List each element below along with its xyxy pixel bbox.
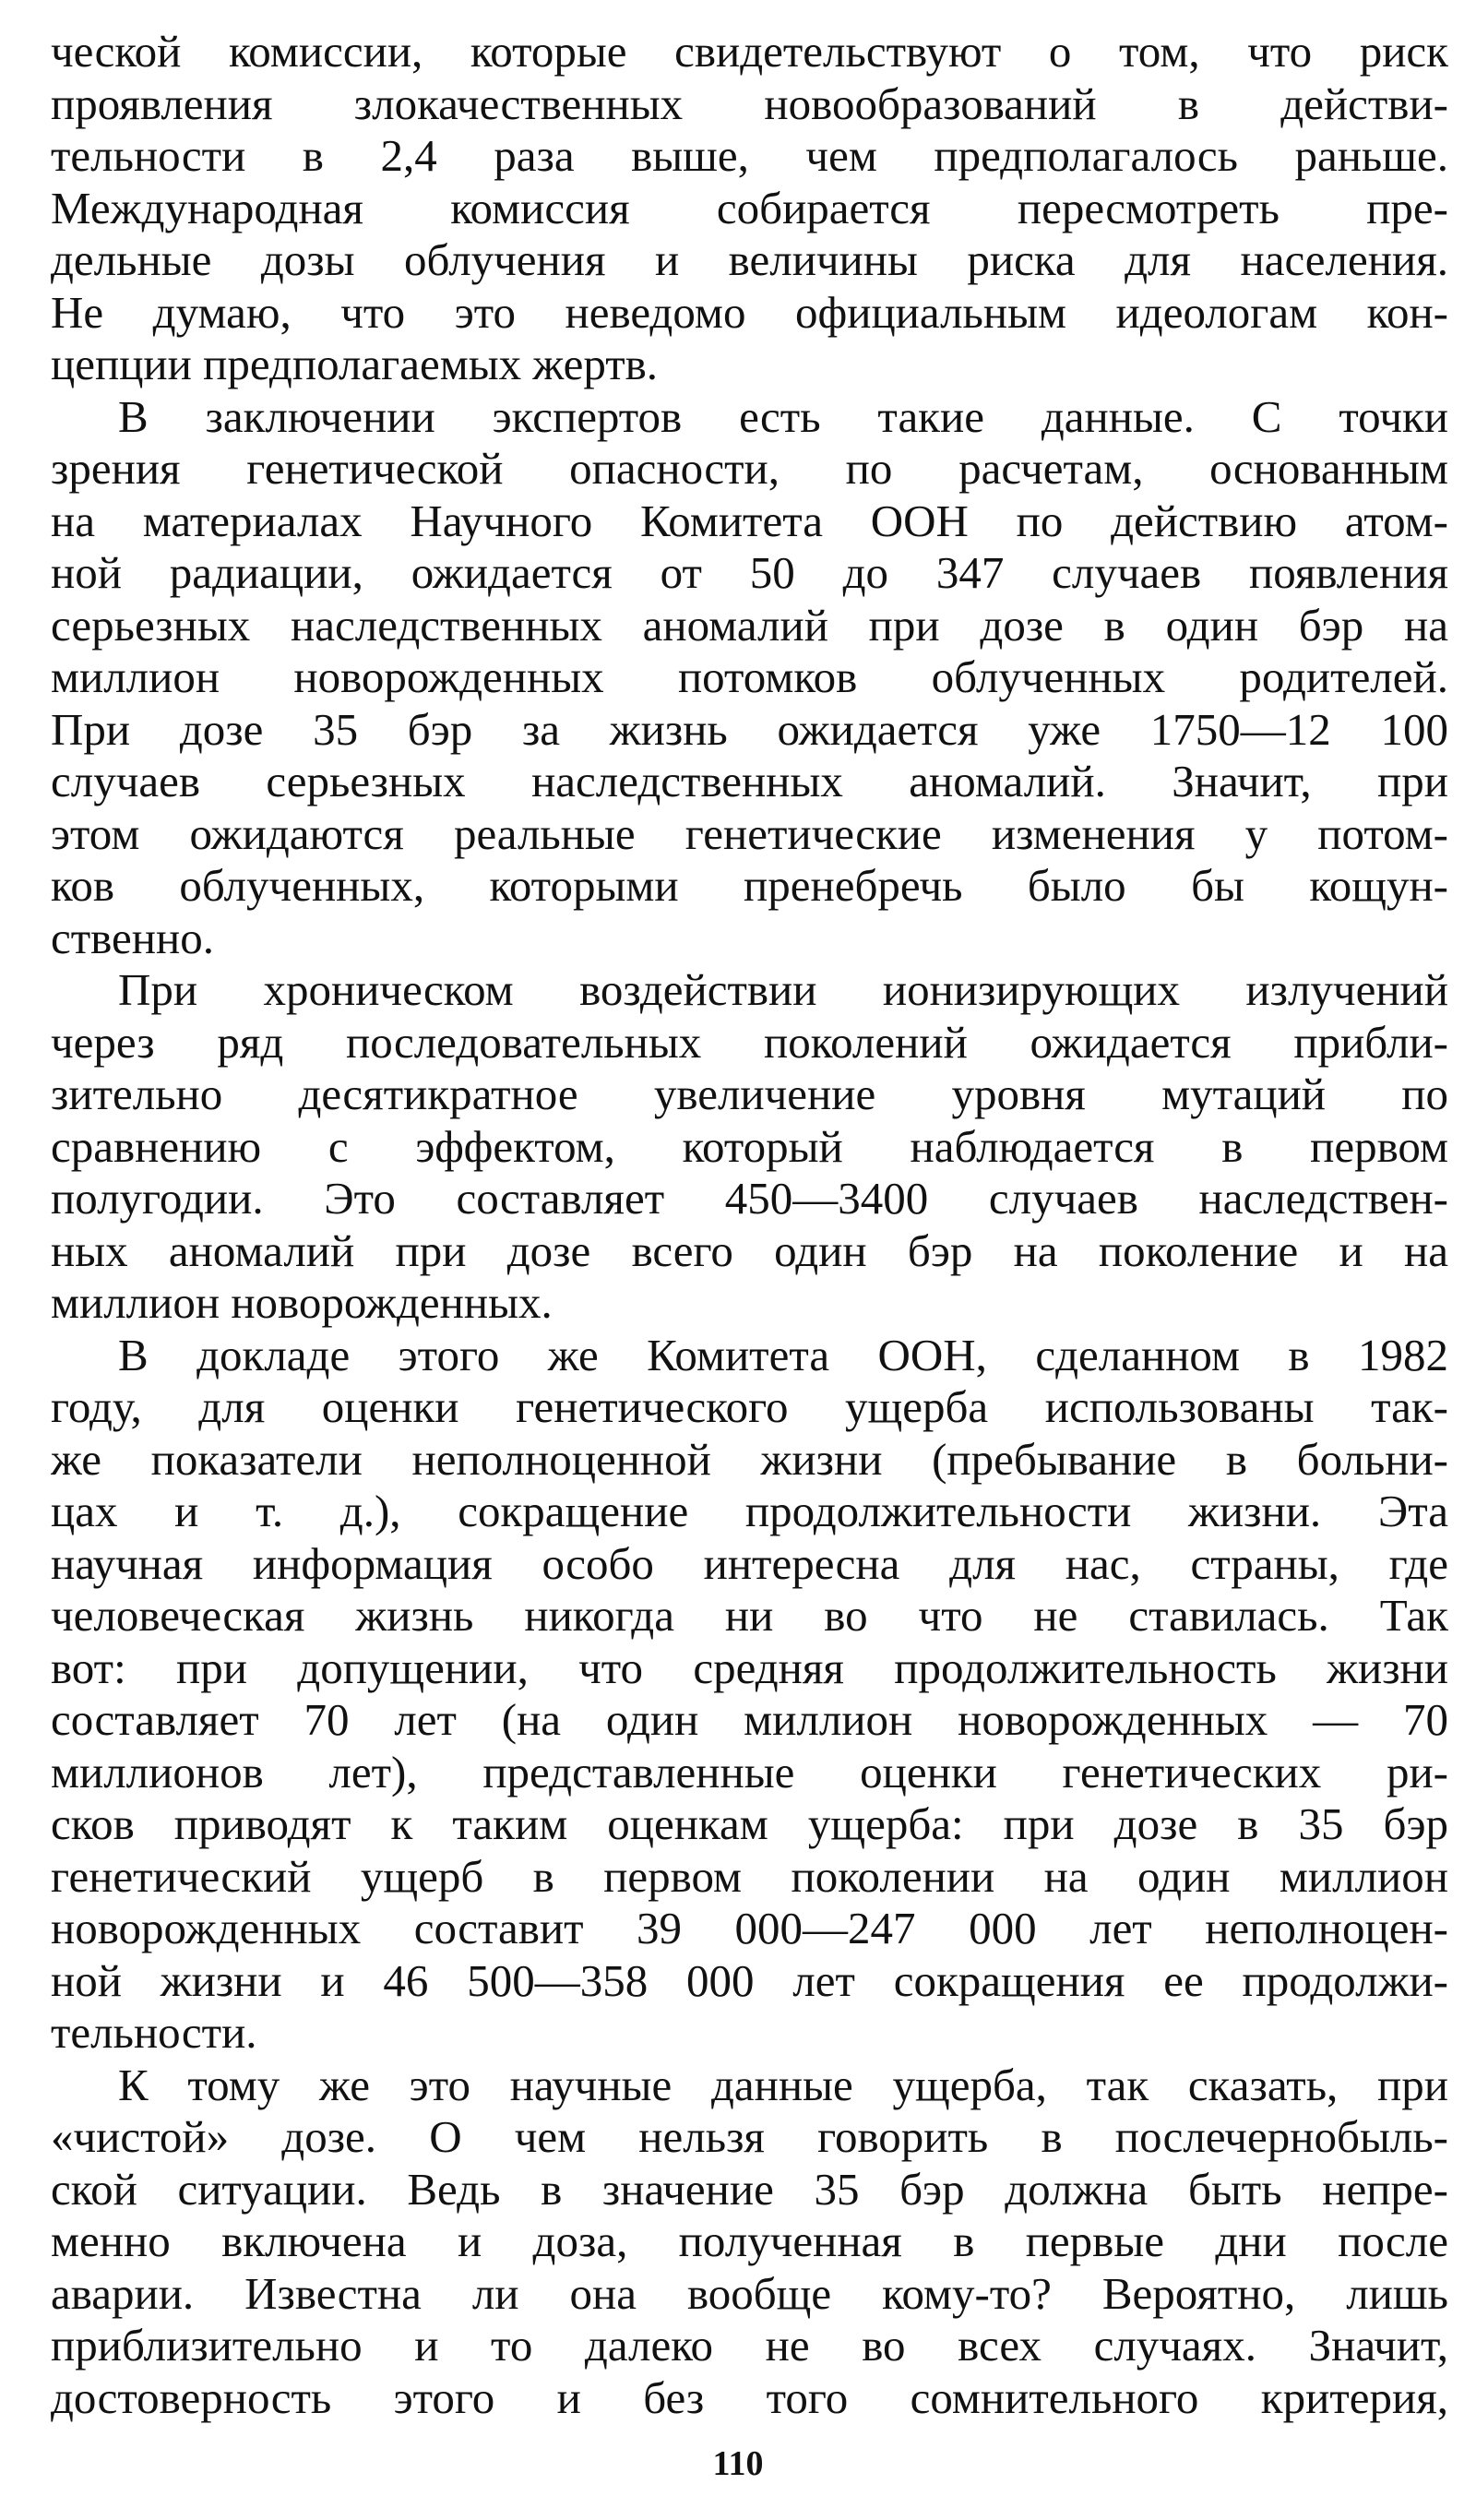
text-line: проявления злокачественных новообразований в действи- <box>51 78 1448 129</box>
text-line: ной жизни и 46 500—358 000 лет сокращения ее продолжи- <box>51 1954 1448 2006</box>
text-line: вот: при допущении, что средняя продолжительность жизни <box>51 1642 1448 1693</box>
text-line: миллион новорожденных потомков облученных родителей. <box>51 651 1448 702</box>
text-line: В заключении экспертов есть такие данные. С точки <box>118 390 1448 442</box>
text-line: «чистой» дозе. О чем нельзя говорить в послечернобыль- <box>51 2111 1448 2162</box>
text-line: зрения генетической опасности, по расчетам, основанным <box>51 443 1448 494</box>
text-line: аварии. Известна ли она вообще кому-то? Вероятно, лишь <box>51 2267 1448 2319</box>
text-line: генетический ущерб в первом поколении на один миллион <box>51 1850 1448 1902</box>
text-line: полугодии. Это составляет 450—3400 случаев наследствен- <box>51 1173 1448 1224</box>
text-line: миллионов лет), представленные оценки генетических ри- <box>51 1746 1448 1797</box>
text-line: на материалах Научного Комитета ООН по действию атом- <box>51 495 1448 546</box>
text-line: ной радиации, ожидается от 50 до 347 случаев появления <box>51 547 1448 598</box>
page-text-body <box>51 26 1448 2499</box>
text-line: тельности. <box>51 2007 257 2058</box>
text-line: сков приводят к таким оценкам ущерба: при дозе в 35 бэр <box>51 1798 1448 1849</box>
text-line: научная информация особо интересна для нас, страны, где <box>51 1537 1448 1589</box>
text-line: цах и т. д.), сокращение продолжительности жизни. Эта <box>51 1486 1448 1536</box>
text-line: новорожденных составит 39 000—247 000 лет неполноцен- <box>51 1903 1448 1953</box>
text-line: случаев серьезных наследственных аномалий. Значит, при <box>51 756 1448 806</box>
text-line: достоверность этого и без того сомнительного критерия, <box>51 2371 1448 2423</box>
text-line: В докладе этого же Комитета ООН, сделанном в 1982 <box>118 1329 1448 1380</box>
paragraph <box>51 964 1448 1330</box>
text-line: При хроническом воздействии ионизирующих излучений <box>118 964 1448 1015</box>
text-line: При дозе 35 бэр за жизнь ожидается уже 1750—12 100 <box>51 703 1448 755</box>
text-line: К тому же это научные данные ущерба, так сказать, при <box>118 2059 1448 2110</box>
text-line: этом ожидаются реальные генетические изменения у потом- <box>51 807 1448 859</box>
text-line: человеческая жизнь никогда ни во что не ставилась. Так <box>51 1590 1448 1641</box>
text-line: через ряд последовательных поколений ожидается прибли- <box>51 1016 1448 1068</box>
paragraph <box>51 26 1448 391</box>
text-line: тельности в 2,4 раза выше, чем предполагалось раньше. <box>51 130 1448 181</box>
text-line: ской ситуации. Ведь в значение 35 бэр должна быть непре- <box>51 2163 1448 2215</box>
text-line: приблизительно и то далеко не во всех случаях. Значит, <box>51 2320 1448 2371</box>
text-line: зительно десятикратное увеличение уровня мутаций по <box>51 1069 1448 1119</box>
text-line: серьезных наследственных аномалий при дозе в один бэр на <box>51 599 1448 651</box>
paragraph <box>51 1330 1448 2060</box>
text-line: ных аномалий при дозе всего один бэр на поколение и на <box>51 1224 1448 1276</box>
text-line: ков облученных, которыми пренебречь было бы кощун- <box>51 860 1448 911</box>
text-line: Не думаю, что это неведомо официальным идеологам кон- <box>51 286 1448 338</box>
text-line: же показатели неполноценной жизни (пребывание в больни- <box>51 1433 1448 1485</box>
text-line: миллион новорожденных. <box>51 1277 553 1328</box>
text-line: дельные дозы облучения и величины риска для населения. <box>51 234 1448 285</box>
paragraph <box>51 2060 1448 2425</box>
text-line: ственно. <box>51 912 214 963</box>
text-line: Международная комиссия собирается пересмотреть пре- <box>51 182 1448 233</box>
text-line: менно включена и доза, полученная в первые дни после <box>51 2215 1448 2266</box>
text-line: ческой комиссии, которые свидетельствуют о том, что риск <box>51 26 1448 77</box>
text-line: сравнению с эффектом, который наблюдается в первом <box>51 1120 1448 1172</box>
text-line: цепции предполагаемых жертв. <box>51 339 659 389</box>
text-line: году, для оценки генетического ущерба использованы так- <box>51 1381 1448 1432</box>
text-line: составляет 70 лет (на один миллион новорожденных — 70 <box>51 1694 1448 1745</box>
page-number: 110 <box>712 2444 764 2483</box>
paragraph <box>51 391 1448 965</box>
